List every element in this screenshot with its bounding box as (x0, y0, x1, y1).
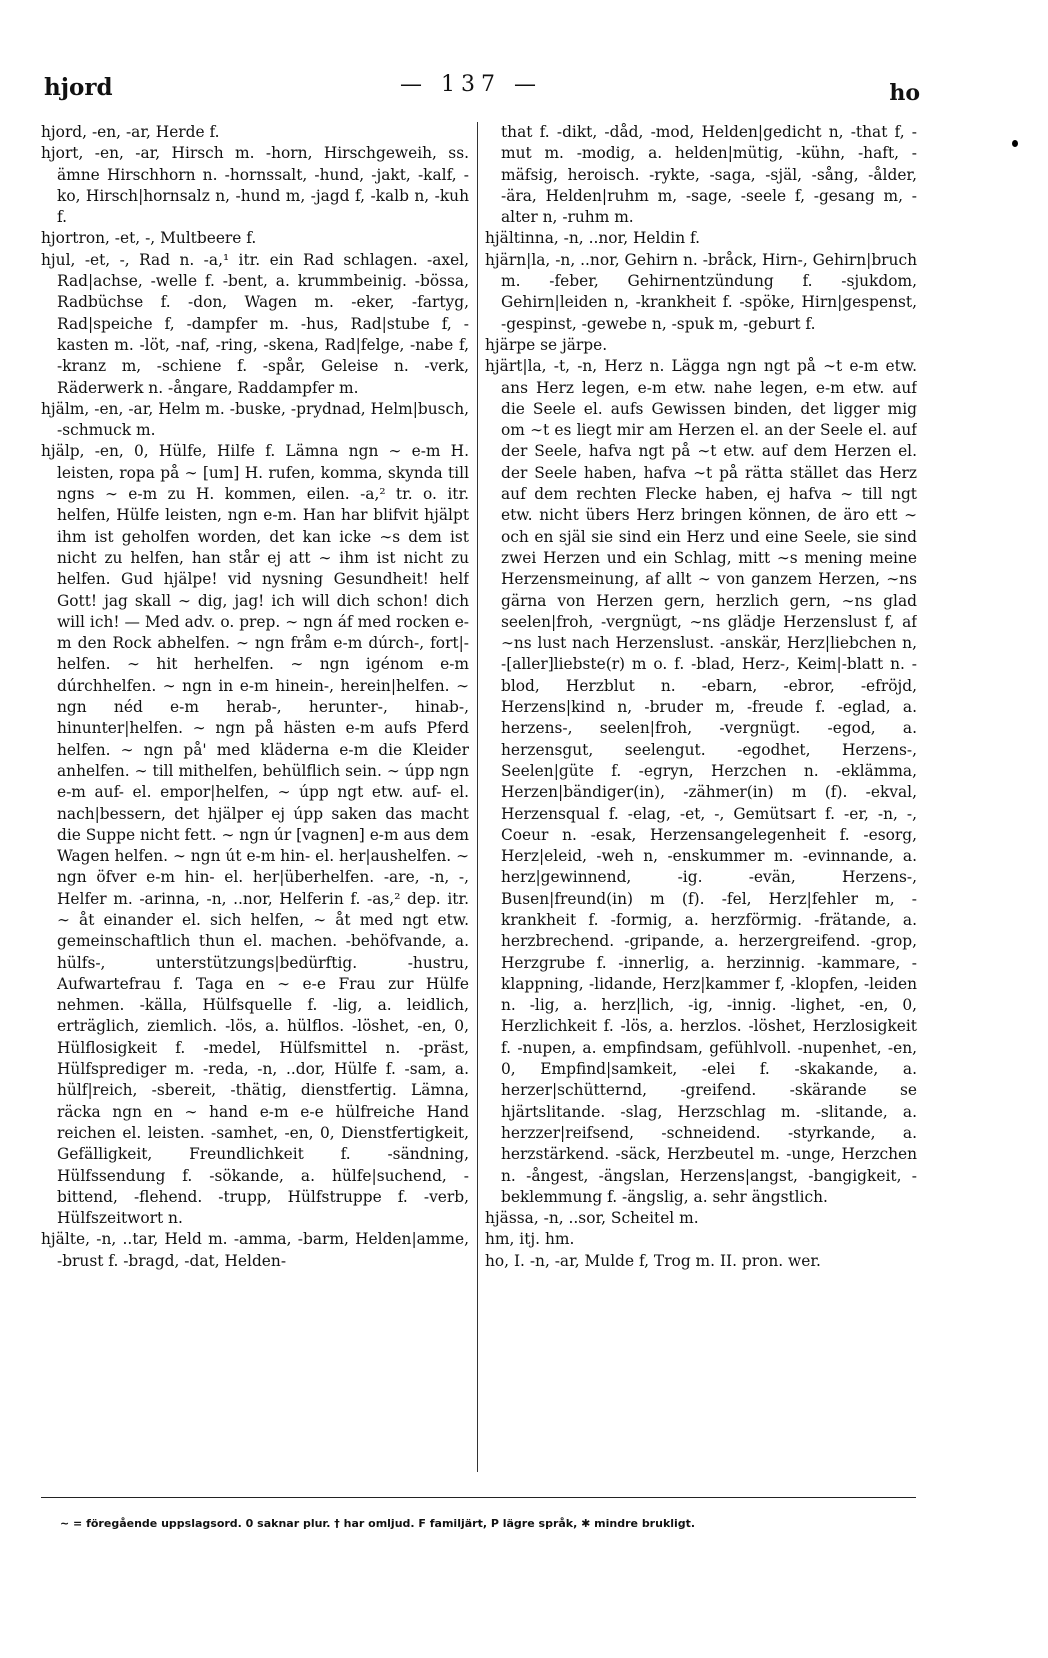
entry-hjortron: hjortron, -et, -, Multbeere f. (41, 229, 257, 248)
page-header (40, 70, 920, 106)
entry-hjassa: hjässa, -n, ..sor, Scheitel m. (485, 1209, 699, 1228)
right-column (485, 122, 917, 1477)
header-right-word: ho (889, 80, 920, 106)
entry-hjul: hjul, -et, -, Rad n. -a,¹ itr. ein Rad schlagen. -axel, Rad|achse, -welle f. -bent, a. krummbeinig. -bössa, Radbüchse f. -don, Wagen m. -eker, -fartyg, Rad|speiche f, -dampfer m. -hus, Rad|stube f, -kasten m. -löt, -naf, -ring, -skena, Rad|felge, -nabe f, -kranz m, -schiene f. -spår, Geleise n. -verk, Räderwerk n. -ångare, Raddampfer m. (41, 250, 469, 397)
entry-hjarta: hjärt|la, -t, -n, Herz n. Lägga ngn ngt på ∼t e-m etw. ans Herz legen, e-m etw. nahe legen, e-m etw. auf die Seele el. aufs Gewissen binden, det ligger mig om ∼t es liegt mir am Herzen el. an der Seele el. auf der Seele, hafva ngt på ∼t etw. auf dem Herzen el. der Seele haben, hafva ∼t på rätta stället das Herz auf dem rechten Flecke haben, ej hafva ∼ till ngt etw. nicht übers Herz bringen können, de äro ett ∼ och en själ sie sind ein Herz und eine Seele, sie sind zwei Herzen und ein Schlag, mitt ∼s mening meine Herzensmeinung, af allt ∼ von ganzem Herzen, ∼ns gärna von Herzen gern, herzlich gern, ∼ns glad seelen|froh, -vergnügt, ∼ns glädje Herzenslust f, af ∼ns lust nach Herzenslust. -anskär, Herz|liebchen n, -[aller]liebste(r) m o. f. -blad, Herz-, Keim|-blatt n. -blod, Herzblut n. -ebarn, -ebror, -efröjd, Herzens|kind n, -bruder m, -freude f. -eglad, a. herzens-, seelen|froh, -vergnügt. -egod, a. herzensgut, seelengut. -egodhet, Herzens-, Seelen|güte f. -egryn, Herzchen n. -eklämma, Herzen|bändiger(in), -zähmer(in) m (f). -ekval, Herzensqual f. -elag, -et, -, Gemütsart f. -er, -n, -, Coeur n. -esak, Herzensangelegenheit f. -esorg, Herz|eleid, -weh n, -enskummer m. -evinnande, a. herz|gewinnend, -ig. -evän, Herzens-, Busen|freund(in) m (f). -fel, Herz|fehler m, -krankheit f. -formig, a. herzförmig. -frätande, a. herzbrechend. -gripande, a. herzergreifend. -grop, Herzgrube f. -innerlig, a. herzinnig. -kammare, -klappning, -lidande, Herz|kammer f, -klopfen, -leiden n. -lig, a. herz|lich, -ig, -innig. -lighet, -en, 0, Herzlichkeit f. -lös, a. herzlos. -löshet, Herzlosigkeit f. -nupen, a. empfindsam, gefühlvoll. -nupenhet, -en, 0, Empfind|samkeit, -elei f. -skakande, a. herzer|schütternd, -greifend. -skärande se hjärtslitande. -slag, Herzschlag m. -slitande, a. herzzer|reifsend, -schneidend. -styrkande, a. herzstärkend. -säck, Herzbeutel m. -unge, Herzchen n. -ångest, -ängslan, Herzens|angst, -bangigkeit, -beklemmung f. -ängslig, a. sehr ängstlich. (485, 357, 917, 1206)
entry-hjalte: hjälte, -n, ..tar, Held m. -amma, -barm, Helden|amme, -brust f. -bragd, -dat, Helden- (41, 1230, 469, 1270)
entry-hjaltinna: hjältinna, -n, ..nor, Heldin f. (485, 229, 701, 248)
header-left-word: hjord (44, 74, 113, 101)
entry-hjord: hjord, -en, -ar, Herde f. (41, 123, 220, 141)
entry-hjarna: hjärn|la, -n, ..nor, Gehirn n. -bråck, Hirn-, Gehirn|bruch m. -feber, Gehirnentzündung f. -sjukdom, Gehirn|leiden n, -krankheit f. -spöke, Hirn|gespenst, -gespinst, -gewebe n, -spuk m, -geburt f. (485, 250, 917, 333)
left-column (41, 122, 469, 1477)
abbreviation-legend: ∼ = föregående uppslagsord. 0 saknar plur. † har omljud. F familjärt, P lägre språk, ✱ mindre brukligt. (60, 1517, 696, 1530)
column-divider (477, 122, 478, 1472)
entry-hjalm: hjälm, -en, -ar, Helm m. -buske, -prydnad, Helm|busch, -schmuck m. (41, 399, 469, 440)
entry-hjalp: hjälp, -en, 0, Hülfe, Hilfe f. Lämna ngn ∼ e-m H. leisten, ropa på ∼ [um] H. rufen, komma, skynda till ngns ∼ e-m zu H. kommen, eilen. -a,² tr. o. itr. helfen, Hülfe leisten, ngn e-m. Han har blifvit hjälpt ihm ist geholfen worden, det kan icke ∼s dem ist nicht zu helfen, han står ej att ∼ ihm ist nicht zu helfen. Gud hjälpe! vid nysning Gesundheit! helf Gott! jag skall ∼ dig, jag! ich will dich schon! dich will ich! — Med adv. o. prep. ∼ ngn áf med rocken e-m den Rock abhelfen. ∼ ngn fråm e-m dúrch-, fort|-helfen. ∼ hit herhelfen. ∼ ngn igénom e-m dúrchhelfen. ∼ ngn in e-m hinein-, herein|helfen. ∼ ngn néd e-m herab-, herunter-, hinab-, hinunter|helfen. ∼ ngn på hästen e-m aufs Pferd helfen. ∼ ngn på' med kläderna e-m die Kleider anhelfen. ∼ till mithelfen, behülflich sein. ∼ úpp ngn e-m auf- el. empor|helfen, ∼ úpp ngt etw. auf- el. nach|bessern, det hjälper ej úpp saken das macht die Suppe nicht fett. ∼ ngn úr [vagnen] e-m aus dem Wagen helfen. ∼ ngn út e-m hin- el. her|aushelfen. ∼ ngn öfver e-m hin- el. her|überhelfen. -are, -n, -, Helfer m. -arinna, -n, ..nor, Helferin f. -as,² dep. itr. ∼ åt einander el. sich helfen, ∼ åt med ngt etw. gemeinschaftlich thun el. machen. -behöfvande, a. hülfs-, unterstützungs|bedürftig. -hustru, Aufwartefrau f. Taga en ∼ e-e Frau zur Hülfe nehmen. -källa, Hülfsquelle f. -lig, a. leidlich, erträglich, ziemlich. -lös, a. hülflos. -löshet, -en, 0, Hülflosigkeit f. -medel, Hülfsmittel n. -präst, Hülfsprediger m. -reda, -n, ..dor, Hülfe f. -sam, a. hülf|reich, -sbereit, -thätig, dienstfertig. Lämna, räcka ngn en ∼ hand e-m e-e hülfreiche Hand reichen el. leisten. -samhet, -en, 0, Dienstfertigkeit, Gefälligkeit, Freundlichkeit f. -sändning, Hülfssendung f. -sökande, a. hülfe|suchend, -bittend, -flehend. -trupp, Hülfstruppe f. -verb, Hülfszeitwort n. (41, 442, 469, 1228)
page-number: — 137 — (400, 72, 542, 97)
entry-hjort: hjort, -en, -ar, Hirsch m. -horn, Hirschgeweih, ss. ämne Hirschhorn n. -hornssalt, -hund, -jakt, -kalf, -ko, Hirsch|hornsalz n, -hund m, -jagd f, -kalb n, -kuh f. (41, 144, 469, 227)
entry-hm: hm, itj. hm. (485, 1230, 575, 1249)
entry-ho: ho, I. -n, -ar, Mulde f, Trog m. II. pron. wer. (485, 1251, 821, 1270)
margin-dot (1012, 140, 1018, 147)
entry-hjarpe: hjärpe se järpe. (485, 335, 608, 354)
footnote-rule (41, 1497, 916, 1498)
entry-hjalte-continued: that f. -dikt, -dåd, -mod, Helden|gedicht n, -that f, -mut m. -modig, a. helden|mütig, -kühn, -haft, -mäfsig, heroisch. -rykte, -saga, -själ, -sång, -ålder, -ära, Helden|ruhm m, -sage, -seele f, -gesang m, -alter n, -ruhm m. (501, 123, 917, 227)
